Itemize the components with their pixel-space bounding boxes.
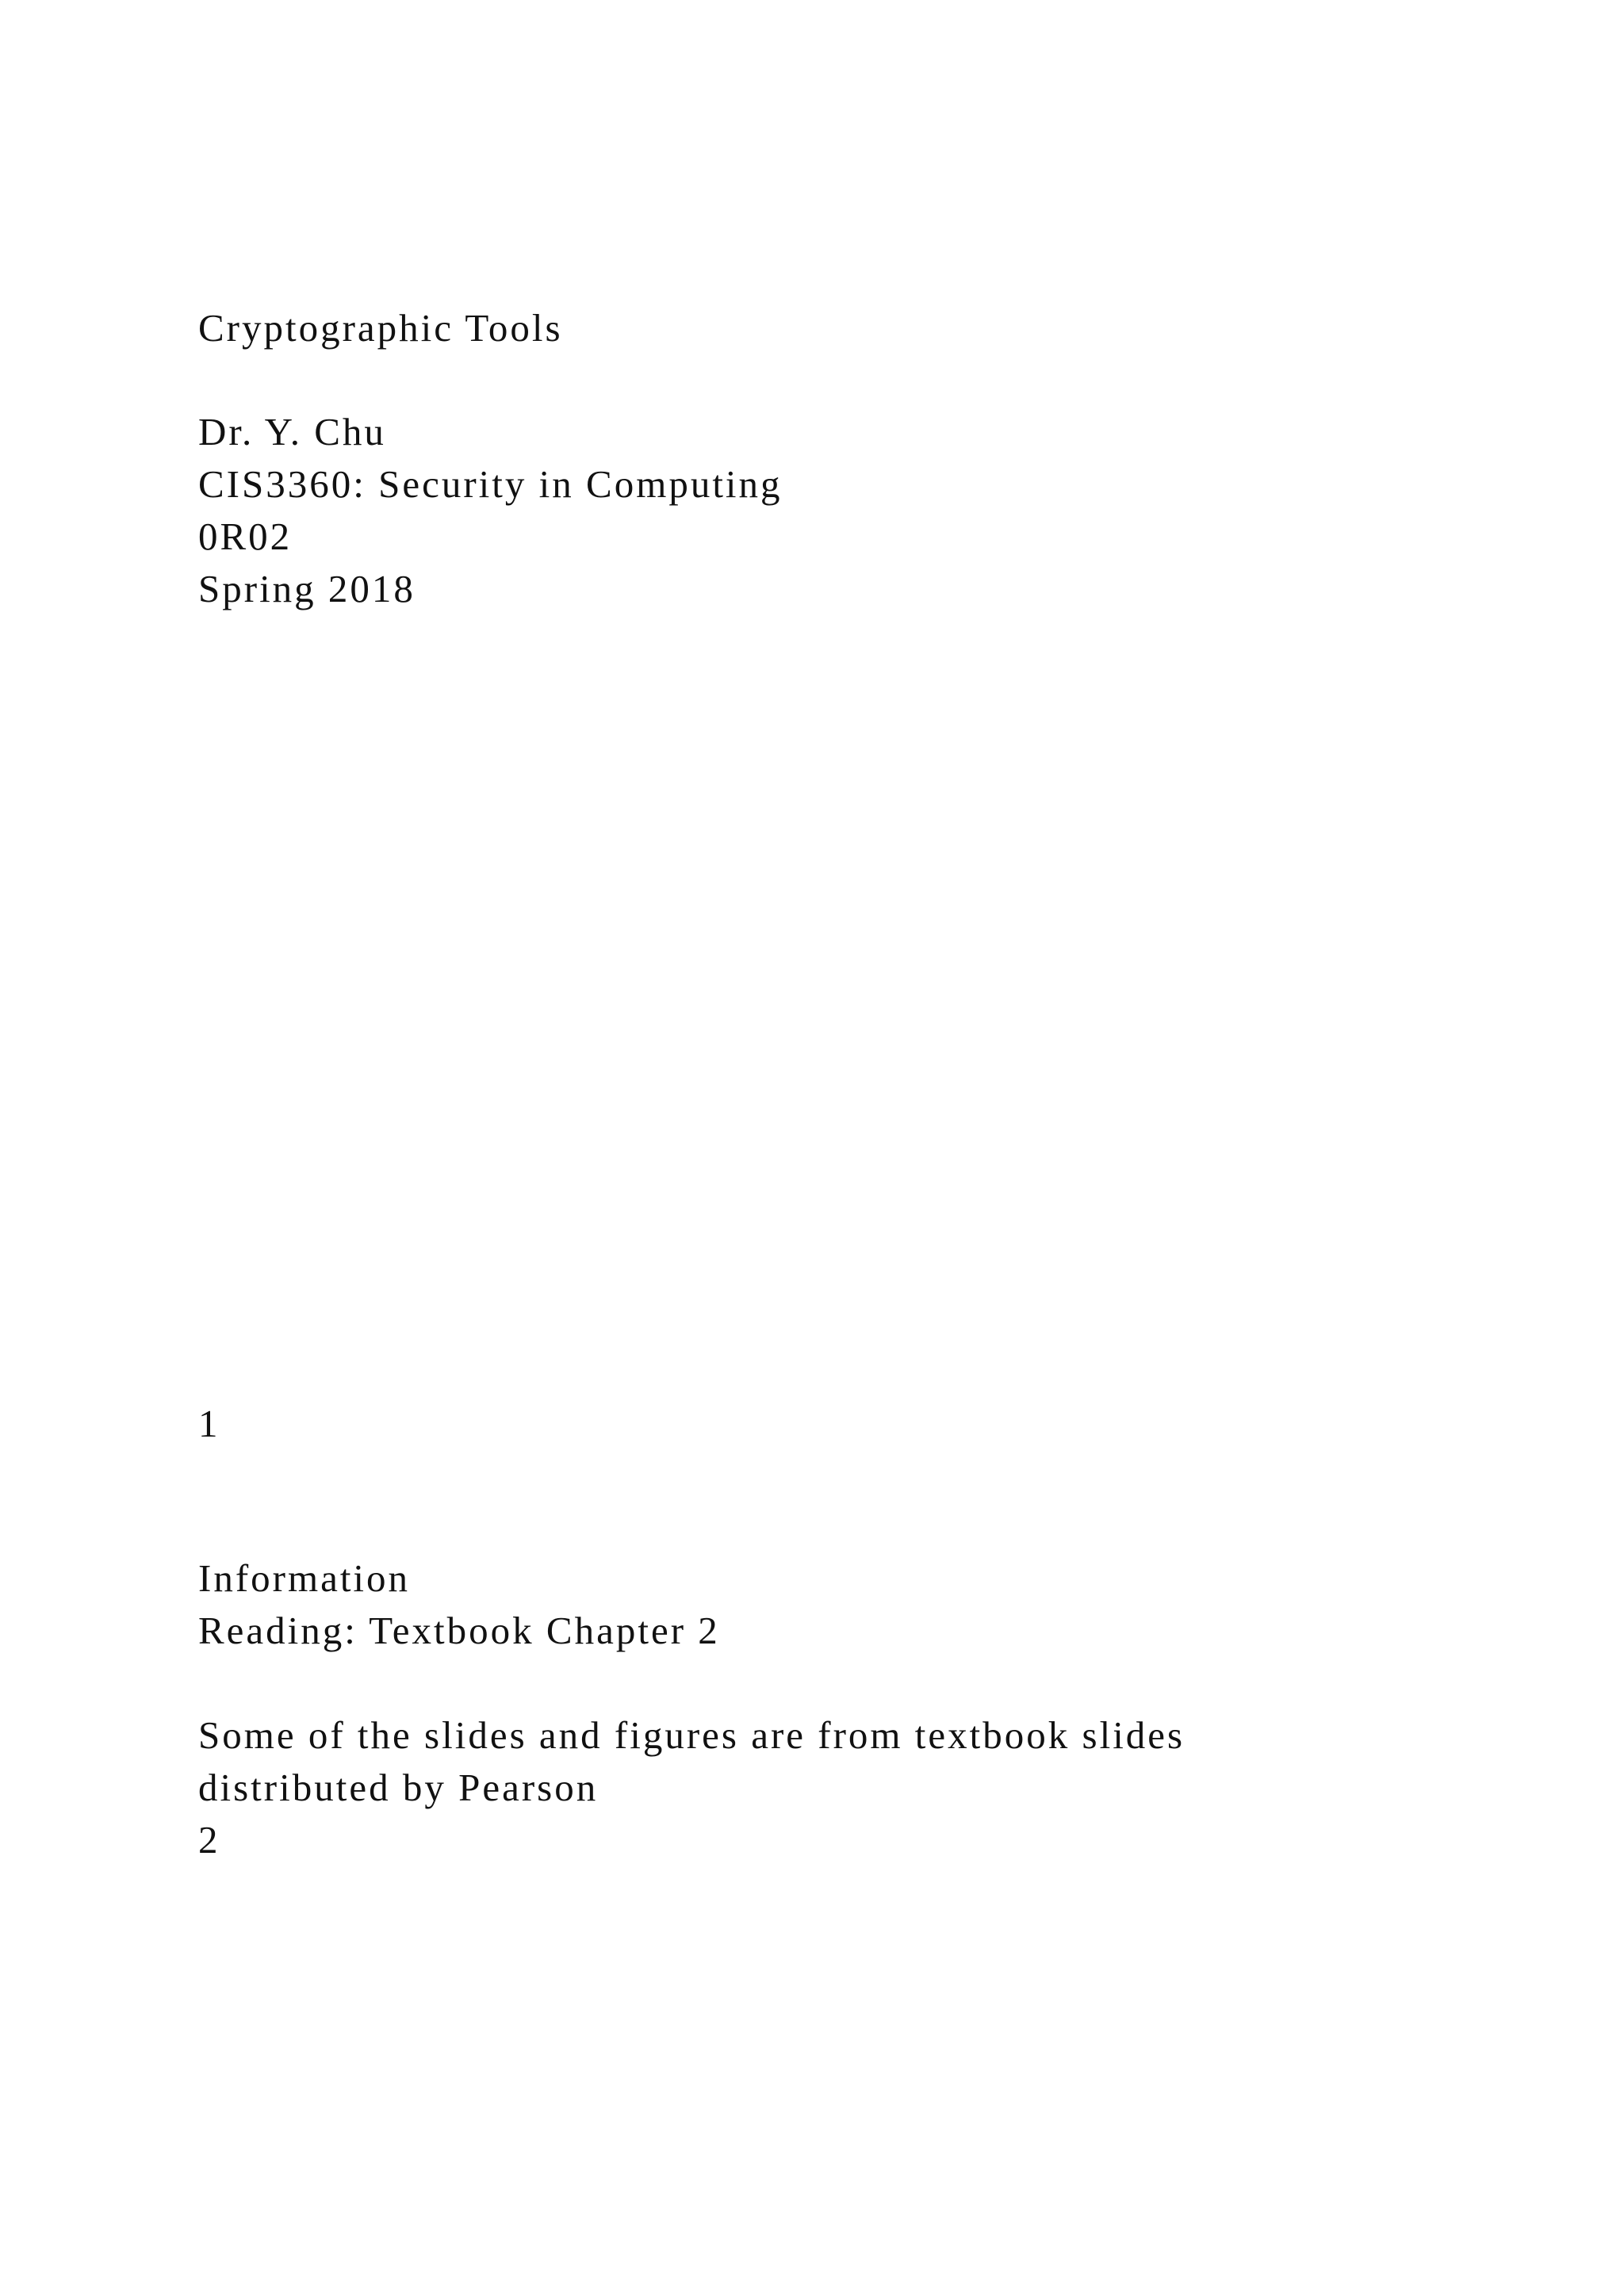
section-heading: Information [198, 1556, 411, 1600]
term: Spring 2018 [198, 567, 416, 610]
page-number: 1 [198, 1402, 220, 1445]
source-note-line: distributed by Pearson [198, 1766, 599, 1809]
page-number: 2 [198, 1818, 220, 1862]
slide-title: Cryptographic Tools [198, 306, 563, 350]
source-note-line: Some of the slides and figures are from textbook slides [198, 1713, 1185, 1757]
section-code: 0R02 [198, 515, 293, 558]
reading-assignment: Reading: Textbook Chapter 2 [198, 1609, 720, 1652]
course-name: CIS3360: Security in Computing [198, 462, 783, 506]
author-name: Dr. Y. Chu [198, 410, 386, 453]
